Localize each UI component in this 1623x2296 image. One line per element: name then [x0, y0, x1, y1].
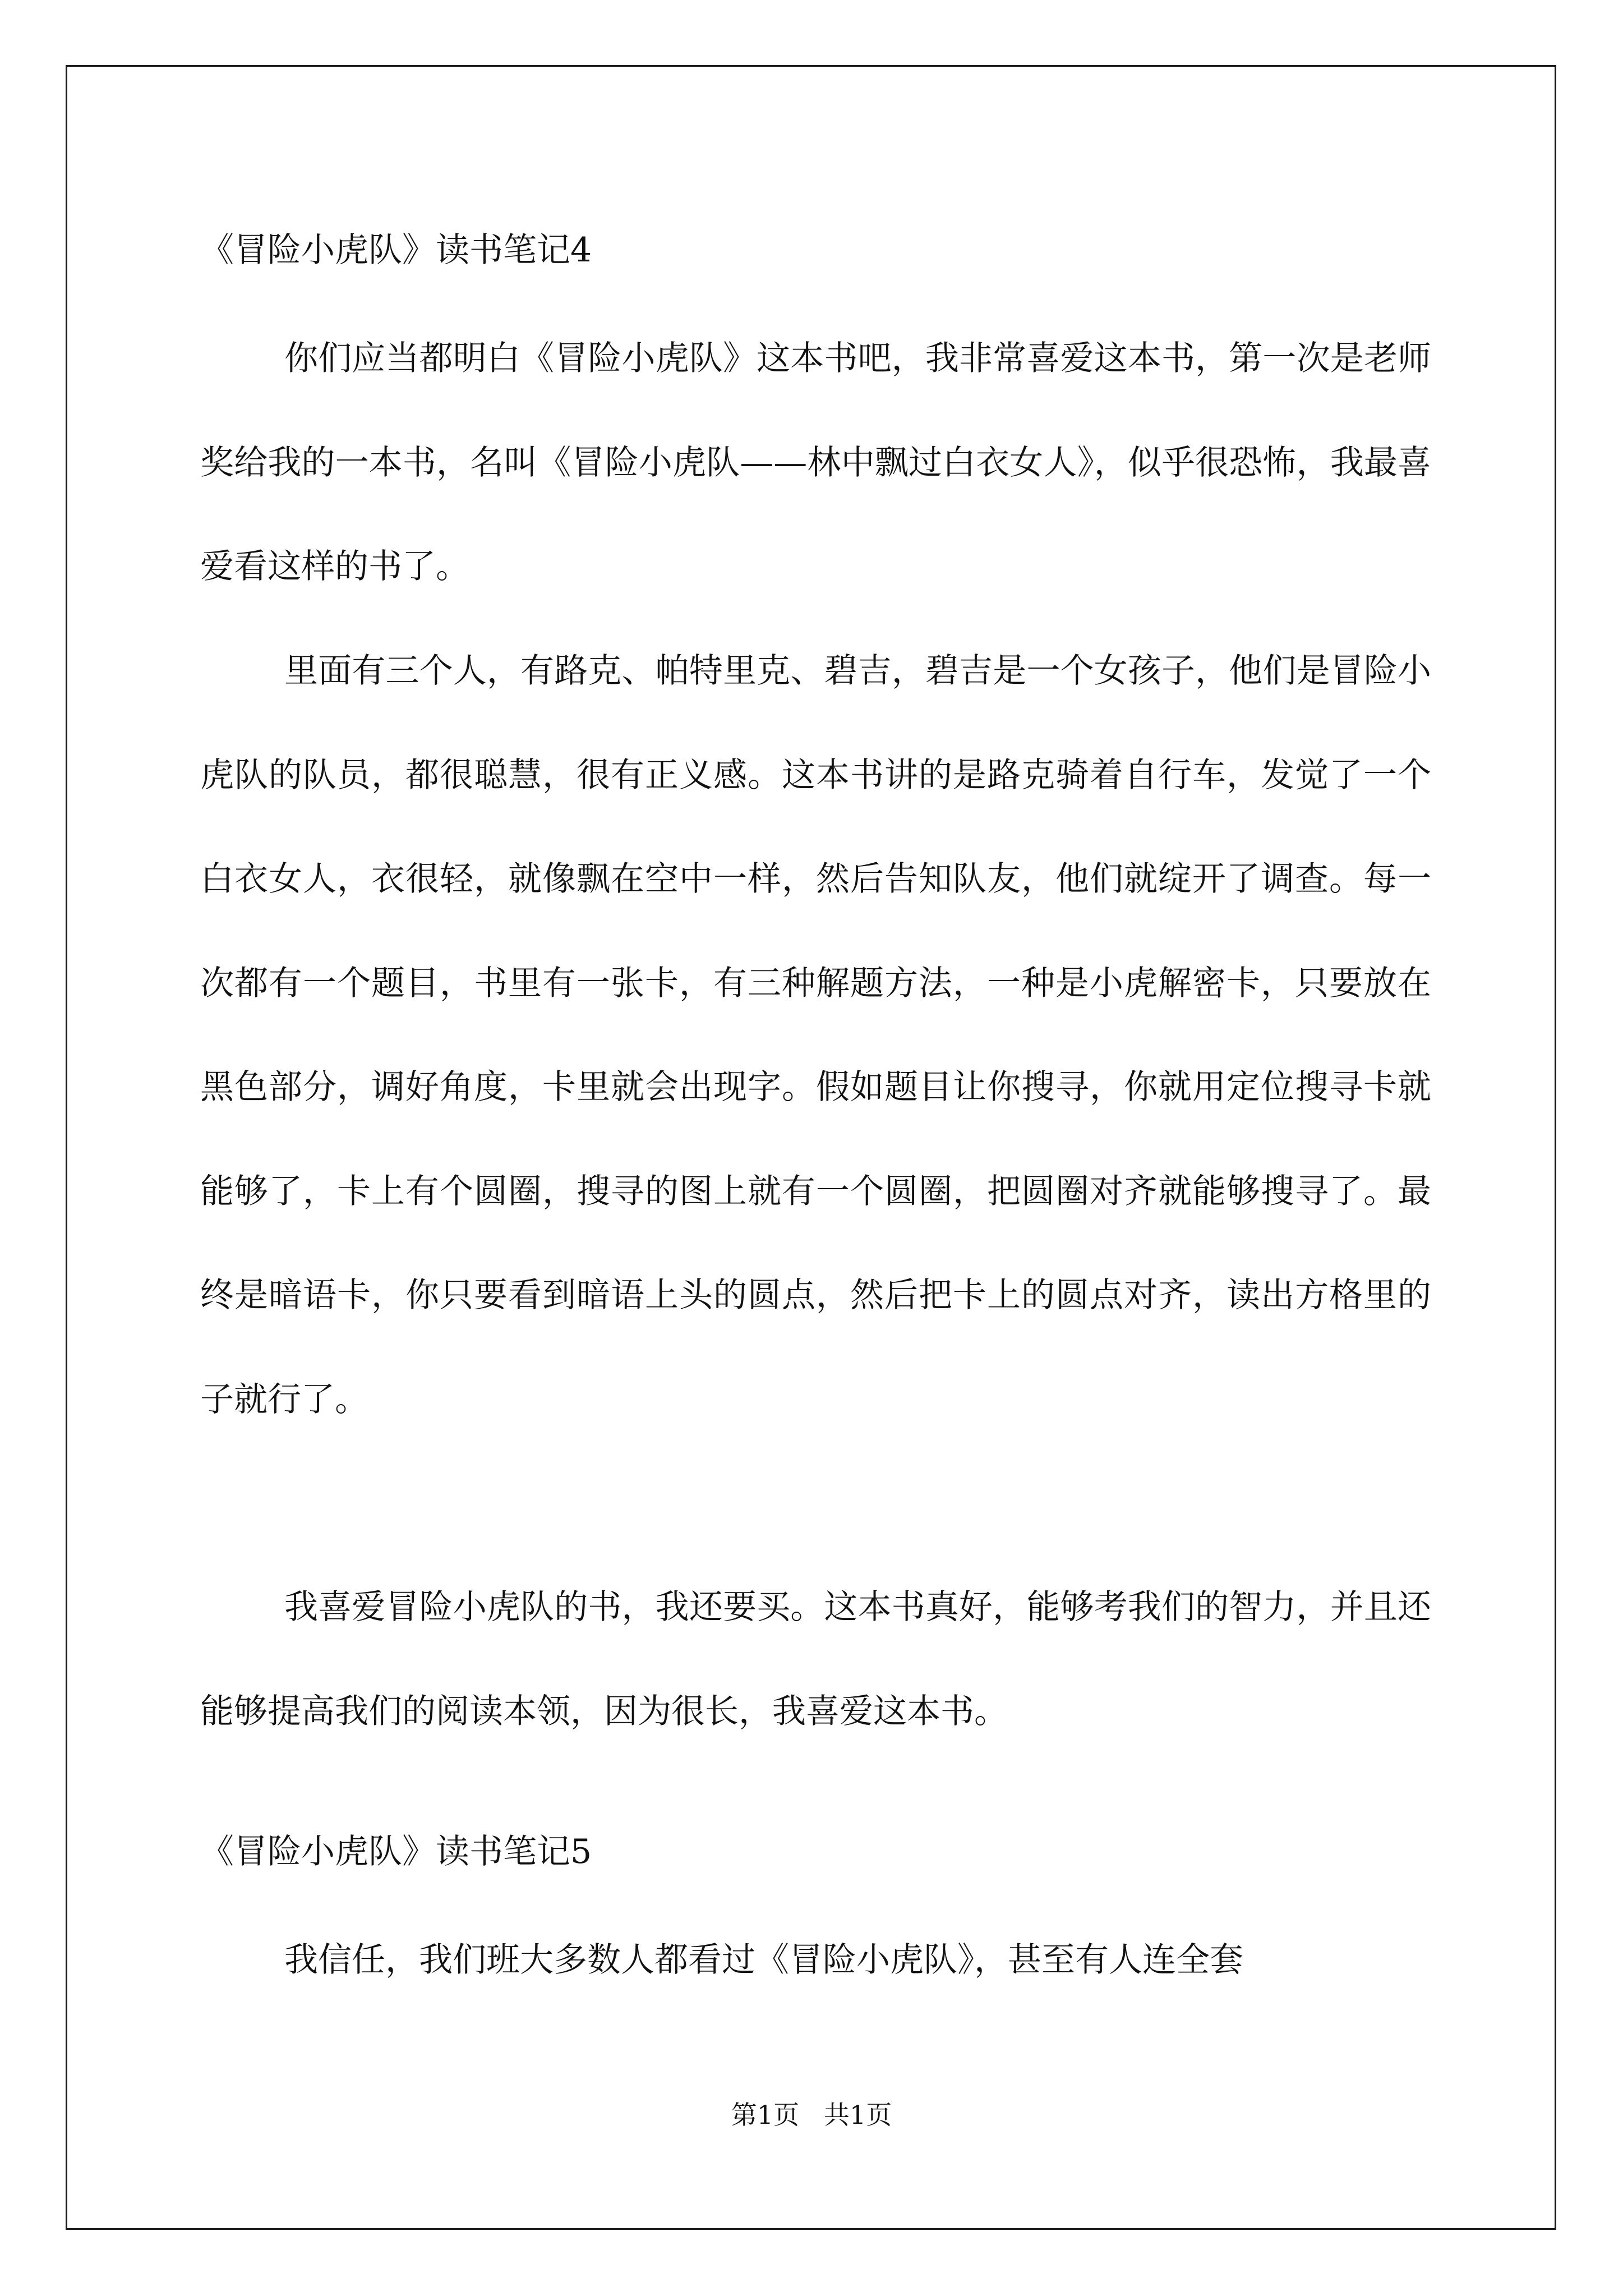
paragraph-second-note: 我信任，我们班大多数人都看过《冒险小虎队》，甚至有人连全套	[284, 1940, 1243, 1980]
page-footer: 第1页 共1页	[731, 2100, 892, 2130]
section-heading-4: 《冒险小虎队》读书笔记4	[200, 231, 592, 270]
paragraph-intro: 你们应当都明白《冒险小虎队》这本书吧，我非常喜爱这本书，第一次是老师奖给我的一本书，名叫《冒险小虎队——林中飘过白衣女人》，似乎很恐怖，我最喜爱看这样的书了。	[200, 339, 1431, 586]
paragraph-plot: 里面有三个人，有路克、帕特里克、碧吉，碧吉是一个女孩子，他们是冒险小虎队的队员，都很聪慧，很有正义感。这本书讲的是路克骑着自行车，发觉了一个白衣女人，衣很轻，就像飘在空中一样，然后告知队友，他们就绽开了调查。每一次都有一个题目，书里有一张卡，有三种解题方法，一种是小虎解密卡，只要放在黑色部分，调好角度，卡里就会出现字。假如题目让你搜寻，你就用定位搜寻卡就能够了，卡上有个圆圈，搜寻的图上就有一个圆圈，把圆圈对齐就能够搜寻了。最终是暗语卡，你只要看到暗语上头的圆点，然后把卡上的圆点对齐，读出方格里的子就行了。	[200, 651, 1431, 1419]
paragraph-conclusion: 我喜爱冒险小虎队的书，我还要买。这本书真好，能够考我们的智力，并且还能够提高我们的阅读本领，因为很长，我喜爱这本书。	[200, 1588, 1431, 1731]
section-heading-5: 《冒险小虎队》读书笔记5	[200, 1832, 592, 1871]
